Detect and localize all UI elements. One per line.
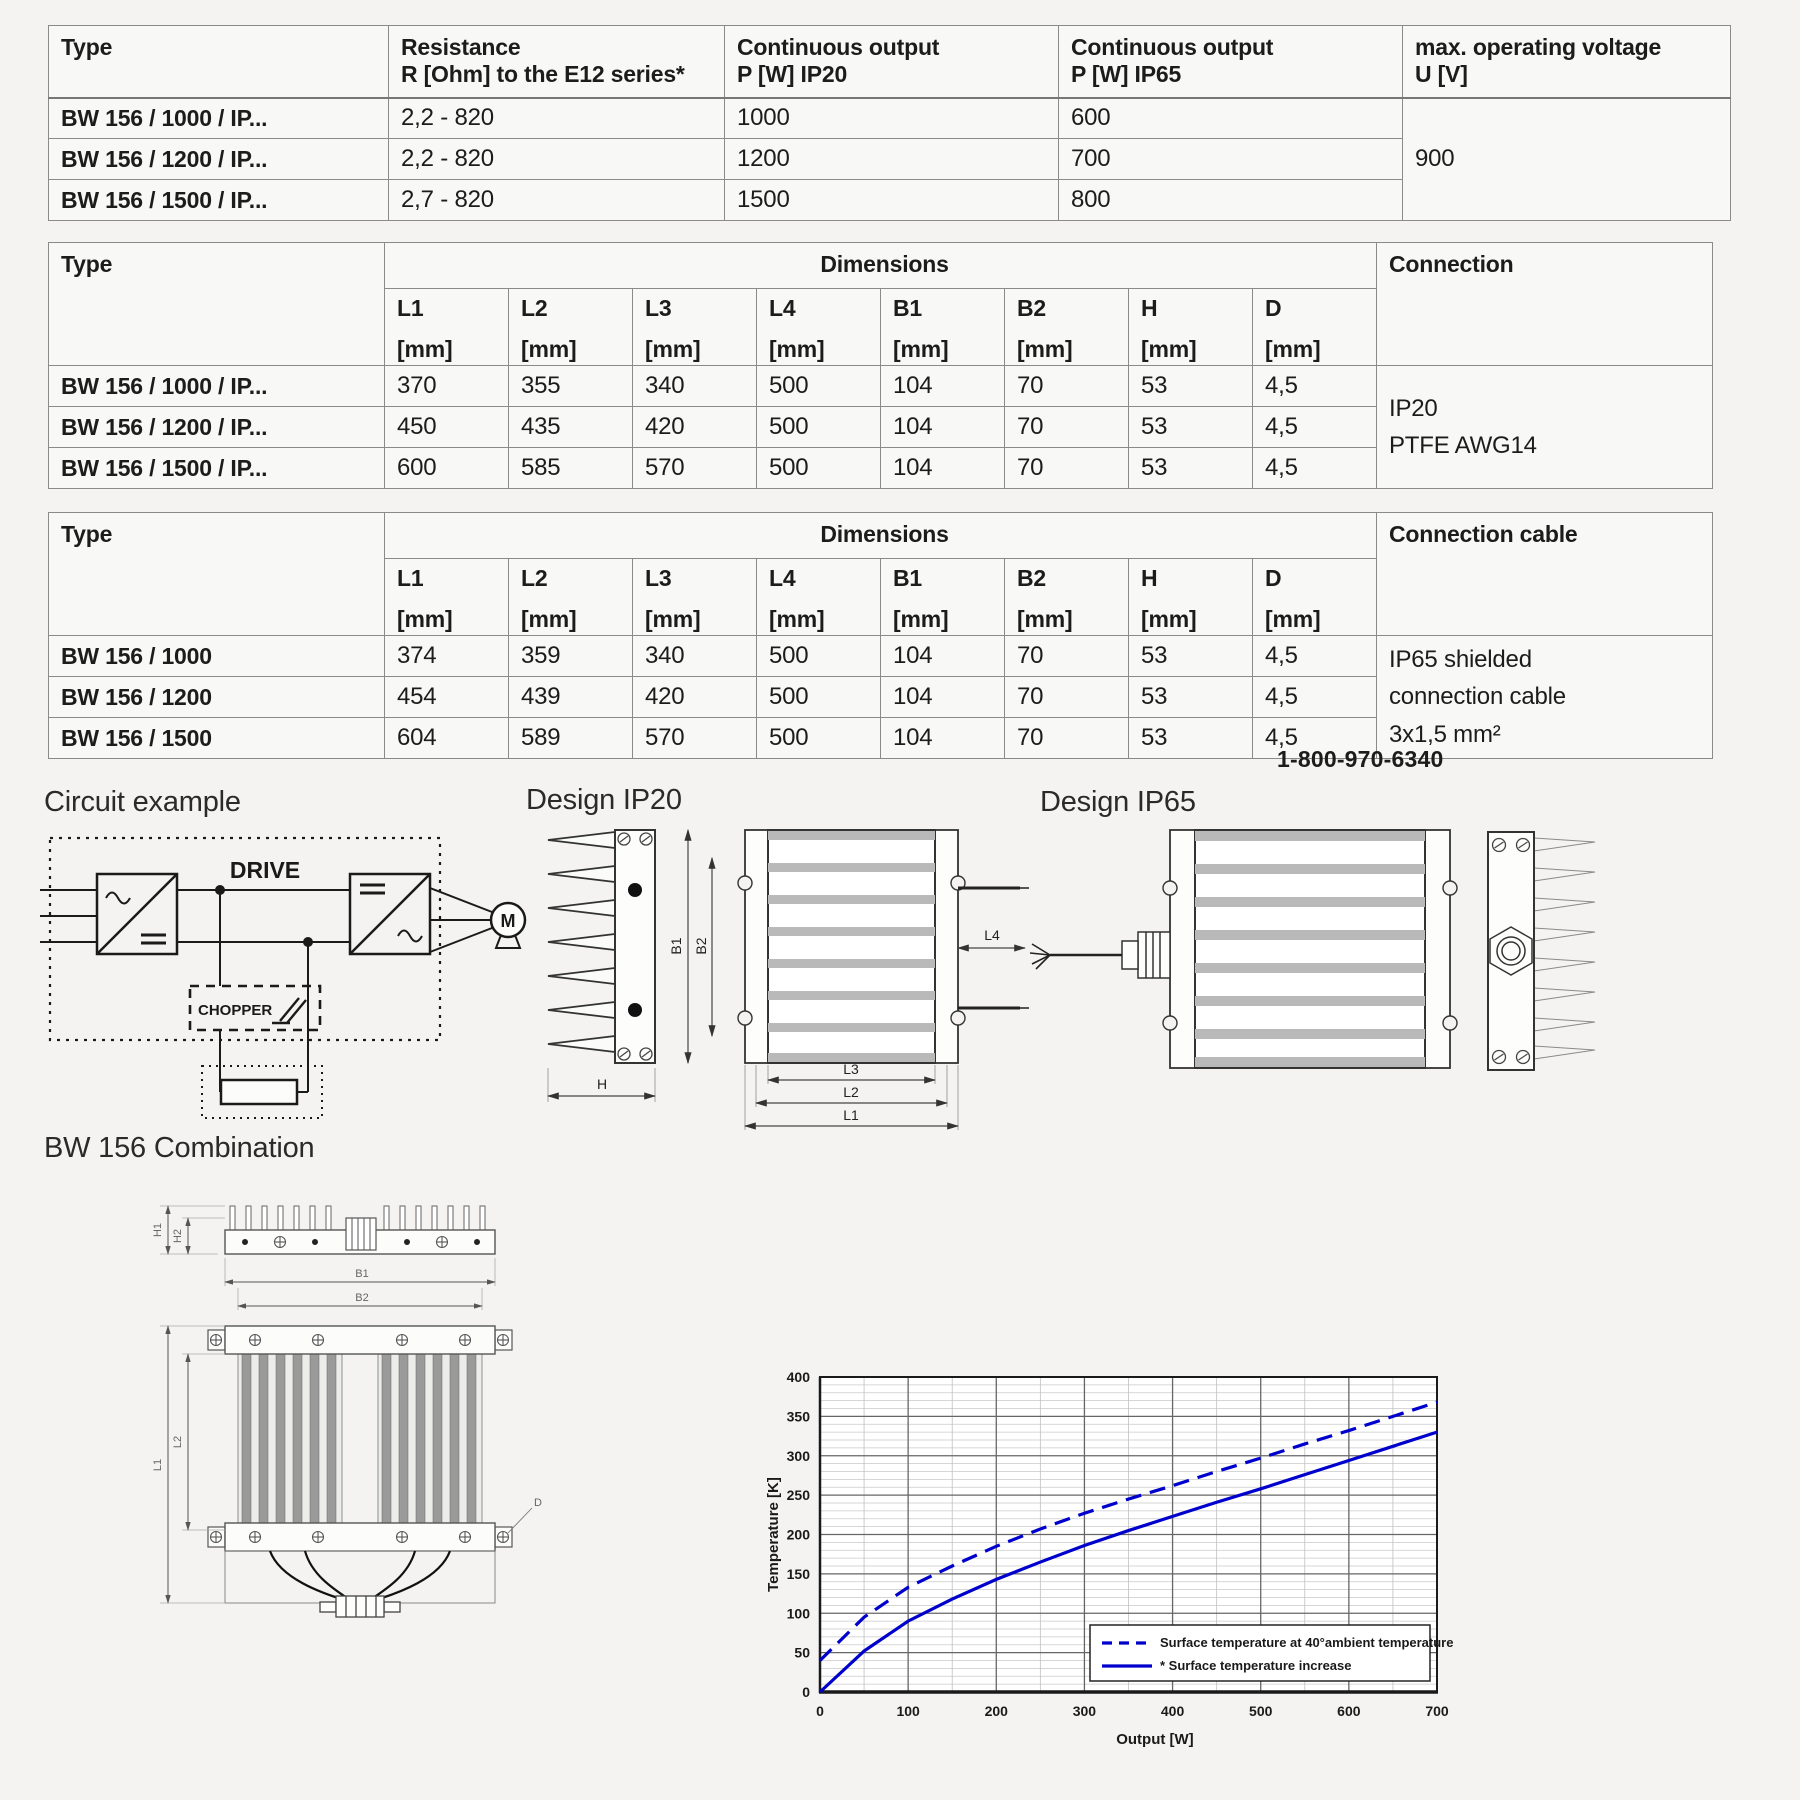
dim-cell: 70 bbox=[1005, 677, 1129, 718]
x-tick-label: 300 bbox=[1072, 1703, 1097, 1719]
table-row bbox=[49, 636, 1713, 677]
x-tick-label: 400 bbox=[1160, 1703, 1185, 1719]
combination-top-view bbox=[225, 1206, 495, 1254]
motor-label: M bbox=[500, 911, 516, 931]
bottom-rail bbox=[225, 1523, 495, 1551]
table-dimensions-ip65 bbox=[48, 512, 1713, 759]
section-title-design-ip65: Design IP65 bbox=[1040, 786, 1196, 818]
col-header-dimensions: Dimensions bbox=[385, 243, 1377, 289]
voltage-cell: 900 bbox=[1403, 98, 1731, 221]
x-tick-label: 600 bbox=[1337, 1703, 1361, 1719]
type-cell: BW 156 / 1500 bbox=[49, 718, 385, 759]
x-tick-label: 500 bbox=[1249, 1703, 1273, 1719]
dim-cell: 589 bbox=[509, 718, 633, 759]
y-tick-label: 150 bbox=[786, 1565, 810, 1582]
type-cell: BW 156 / 1500 / IP... bbox=[49, 448, 385, 489]
mounting-notch bbox=[1443, 881, 1457, 895]
dim-cell: 104 bbox=[881, 448, 1005, 489]
dim-col-header: D [mm] bbox=[1253, 289, 1377, 366]
col-header-type: Type bbox=[49, 26, 389, 98]
dim-label-h: H bbox=[596, 1076, 608, 1092]
dim-cell: 420 bbox=[633, 677, 757, 718]
combination-wiring bbox=[225, 1551, 495, 1617]
dim-cell: 454 bbox=[385, 677, 509, 718]
dim-label-l1: L1 bbox=[152, 1458, 164, 1472]
col-header-type: Type bbox=[49, 513, 385, 636]
dim-col-header: H [mm] bbox=[1129, 559, 1253, 636]
section-title-combination: BW 156 Combination bbox=[44, 1132, 315, 1164]
legend-label: * Surface temperature increase bbox=[1160, 1658, 1352, 1673]
col-header-output-ip65: Continuous output P [W] IP65 bbox=[1059, 26, 1403, 98]
wire-frayed-end bbox=[1030, 944, 1050, 969]
y-tick-label: 350 bbox=[786, 1408, 810, 1425]
table-dimensions-ip20 bbox=[48, 242, 1713, 489]
terminal-connector bbox=[320, 1596, 400, 1617]
mounting-notch bbox=[1443, 1016, 1457, 1030]
dim-cell: 340 bbox=[633, 366, 757, 407]
design-ip65-drawing bbox=[1020, 818, 1620, 1158]
mounting-notch bbox=[951, 1011, 965, 1025]
dim-col-header: L1 [mm] bbox=[385, 559, 509, 636]
table-row bbox=[49, 366, 1713, 407]
dim-cell: 70 bbox=[1005, 718, 1129, 759]
col-header-connection: Connection bbox=[1377, 243, 1713, 366]
y-tick-label: 200 bbox=[786, 1526, 810, 1543]
dim-cell: 4,5 bbox=[1253, 636, 1377, 677]
y-tick-label: 50 bbox=[794, 1644, 810, 1661]
connection-cable-cell: IP65 shielded connection cable 3x1,5 mm² bbox=[1377, 636, 1713, 759]
dim-cell: 355 bbox=[509, 366, 633, 407]
mounting-hole bbox=[628, 1003, 642, 1017]
col-header-resistance: Resistance R [Ohm] to the E12 series* bbox=[389, 26, 725, 98]
dim-cell: 500 bbox=[757, 366, 881, 407]
output-ip20-cell: 1500 bbox=[725, 180, 1059, 221]
y-tick-label: 250 bbox=[786, 1487, 810, 1504]
dim-cell: 104 bbox=[881, 677, 1005, 718]
combination-drawing bbox=[130, 1178, 590, 1618]
dim-col-header: B1 [mm] bbox=[881, 559, 1005, 636]
x-tick-label: 200 bbox=[984, 1703, 1008, 1719]
output-ip65-cell: 800 bbox=[1059, 180, 1403, 221]
mounting-notch bbox=[738, 876, 752, 890]
dim-col-header: B1 [mm] bbox=[881, 289, 1005, 366]
dim-cell: 570 bbox=[633, 448, 757, 489]
y-axis-title: Temperature [K] bbox=[765, 1477, 782, 1592]
dim-cell: 4,5 bbox=[1253, 448, 1377, 489]
combination-front-view bbox=[208, 1326, 512, 1551]
dim-cell: 570 bbox=[633, 718, 757, 759]
type-cell: BW 156 / 1000 / IP... bbox=[49, 98, 389, 139]
inverter-symbol bbox=[350, 874, 430, 954]
dim-label-h2: H2 bbox=[172, 1228, 184, 1244]
col-header-voltage: max. operating voltage U [V] bbox=[1403, 26, 1731, 98]
dim-cell: 4,5 bbox=[1253, 718, 1377, 759]
dim-cell: 70 bbox=[1005, 636, 1129, 677]
dim-cell: 53 bbox=[1129, 448, 1253, 489]
dim-cell: 500 bbox=[757, 718, 881, 759]
dim-col-header: L3 [mm] bbox=[633, 289, 757, 366]
section-title-design-ip20: Design IP20 bbox=[526, 784, 682, 816]
dim-cell: 4,5 bbox=[1253, 366, 1377, 407]
temperature-output-chart bbox=[700, 1345, 1480, 1765]
dim-cell: 70 bbox=[1005, 448, 1129, 489]
ip20-side-view bbox=[548, 830, 655, 1063]
dim-cell: 450 bbox=[385, 407, 509, 448]
dim-cell: 104 bbox=[881, 636, 1005, 677]
dim-label-l1: L1 bbox=[843, 1107, 859, 1123]
resistance-cell: 2,7 - 820 bbox=[389, 180, 725, 221]
dim-col-header: D [mm] bbox=[1253, 559, 1377, 636]
dim-cell: 70 bbox=[1005, 366, 1129, 407]
dim-label-l4: L4 bbox=[984, 927, 1000, 943]
rectifier-symbol bbox=[97, 874, 177, 954]
phone-number: 1-800-970-6340 bbox=[1277, 746, 1444, 772]
mounting-notch bbox=[1163, 1016, 1177, 1030]
dim-cell: 500 bbox=[757, 677, 881, 718]
dim-cell: 370 bbox=[385, 366, 509, 407]
dim-cell: 53 bbox=[1129, 677, 1253, 718]
section-title-circuit-example: Circuit example bbox=[44, 786, 241, 818]
ip20-front-view bbox=[738, 830, 1029, 1063]
dim-label-b2: B2 bbox=[355, 1292, 369, 1304]
x-tick-label: 0 bbox=[816, 1703, 824, 1719]
drive-label: DRIVE bbox=[229, 857, 301, 883]
connection-cell: IP20 PTFE AWG14 bbox=[1377, 366, 1713, 489]
dim-col-header: L4 [mm] bbox=[757, 559, 881, 636]
mounting-notch bbox=[1163, 881, 1177, 895]
dim-col-header: L1 [mm] bbox=[385, 289, 509, 366]
dim-cell: 70 bbox=[1005, 407, 1129, 448]
y-tick-label: 400 bbox=[786, 1369, 810, 1385]
legend-label: Surface temperature at 40°ambient temperature bbox=[1160, 1635, 1454, 1650]
output-ip65-cell: 700 bbox=[1059, 139, 1403, 180]
col-header-connection-cable: Connection cable bbox=[1377, 513, 1713, 636]
x-tick-label: 100 bbox=[896, 1703, 920, 1719]
dim-cell: 4,5 bbox=[1253, 407, 1377, 448]
dim-cell: 53 bbox=[1129, 366, 1253, 407]
table-row bbox=[49, 98, 1731, 139]
dim-cell: 104 bbox=[881, 407, 1005, 448]
resistance-cell: 2,2 - 820 bbox=[389, 98, 725, 139]
braking-resistor-symbol bbox=[221, 1080, 297, 1104]
type-cell: BW 156 / 1200 / IP... bbox=[49, 407, 385, 448]
dim-col-header: B2 [mm] bbox=[1005, 289, 1129, 366]
col-header-output-ip20: Continuous output P [W] IP20 bbox=[725, 26, 1059, 98]
chopper-transistor-icon bbox=[272, 998, 306, 1023]
dim-label-l2: L2 bbox=[172, 1435, 184, 1449]
dim-cell: 53 bbox=[1129, 718, 1253, 759]
type-cell: BW 156 / 1500 / IP... bbox=[49, 180, 389, 221]
dim-label-b1: B1 bbox=[355, 1268, 369, 1280]
top-rail bbox=[225, 1326, 495, 1354]
type-cell: BW 156 / 1000 bbox=[49, 636, 385, 677]
ip65-front-view bbox=[1030, 830, 1457, 1068]
dim-col-header: L2 [mm] bbox=[509, 559, 633, 636]
dim-cell: 53 bbox=[1129, 407, 1253, 448]
output-ip20-cell: 1200 bbox=[725, 139, 1059, 180]
dim-cell: 439 bbox=[509, 677, 633, 718]
leader-line-d bbox=[508, 1508, 532, 1533]
chopper-label: CHOPPER bbox=[198, 1002, 273, 1019]
dim-col-header: L3 [mm] bbox=[633, 559, 757, 636]
design-ip20-drawing bbox=[520, 818, 1030, 1158]
dim-cell: 104 bbox=[881, 718, 1005, 759]
dim-cell: 420 bbox=[633, 407, 757, 448]
dim-col-header: H [mm] bbox=[1129, 289, 1253, 366]
legend bbox=[1090, 1625, 1453, 1681]
col-header-dimensions: Dimensions bbox=[385, 513, 1377, 559]
x-axis-title: Output [W] bbox=[1116, 1731, 1194, 1748]
dim-cell: 604 bbox=[385, 718, 509, 759]
mounting-notch bbox=[738, 1011, 752, 1025]
dim-col-header: B2 [mm] bbox=[1005, 559, 1129, 636]
y-tick-label: 300 bbox=[786, 1447, 810, 1464]
col-header-type: Type bbox=[49, 243, 385, 366]
output-ip20-cell: 1000 bbox=[725, 98, 1059, 139]
dim-cell: 600 bbox=[385, 448, 509, 489]
resistance-cell: 2,2 - 820 bbox=[389, 139, 725, 180]
y-tick-label: 100 bbox=[786, 1605, 810, 1622]
dim-cell: 53 bbox=[1129, 636, 1253, 677]
circuit-example-diagram bbox=[40, 824, 560, 1144]
dim-col-header: L2 [mm] bbox=[509, 289, 633, 366]
center-clamp bbox=[346, 1218, 376, 1250]
y-tick-label: 0 bbox=[802, 1684, 810, 1700]
dim-cell: 500 bbox=[757, 407, 881, 448]
dim-cell: 585 bbox=[509, 448, 633, 489]
dim-label-l2: L2 bbox=[843, 1084, 859, 1100]
dim-cell: 500 bbox=[757, 636, 881, 677]
type-cell: BW 156 / 1200 bbox=[49, 677, 385, 718]
dim-label-l3: L3 bbox=[843, 1061, 859, 1077]
dim-cell: 4,5 bbox=[1253, 677, 1377, 718]
dim-cell: 435 bbox=[509, 407, 633, 448]
table-resistance-output bbox=[48, 25, 1731, 221]
dim-cell: 500 bbox=[757, 448, 881, 489]
type-cell: BW 156 / 1200 / IP... bbox=[49, 139, 389, 180]
x-tick-label: 700 bbox=[1425, 1703, 1449, 1719]
dim-label-b1: B1 bbox=[668, 937, 684, 955]
dim-label-d: D bbox=[534, 1497, 542, 1509]
dim-label-b2: B2 bbox=[693, 937, 709, 955]
dim-cell: 359 bbox=[509, 636, 633, 677]
dim-cell: 104 bbox=[881, 366, 1005, 407]
dim-col-header: L4 [mm] bbox=[757, 289, 881, 366]
dim-label-h1: H1 bbox=[152, 1222, 164, 1238]
type-cell: BW 156 / 1000 / IP... bbox=[49, 366, 385, 407]
ip65-side-view bbox=[1488, 832, 1595, 1070]
mounting-hole bbox=[628, 883, 642, 897]
dim-cell: 374 bbox=[385, 636, 509, 677]
dim-cell: 340 bbox=[633, 636, 757, 677]
output-ip65-cell: 600 bbox=[1059, 98, 1403, 139]
cable-gland-icon bbox=[1122, 932, 1170, 978]
